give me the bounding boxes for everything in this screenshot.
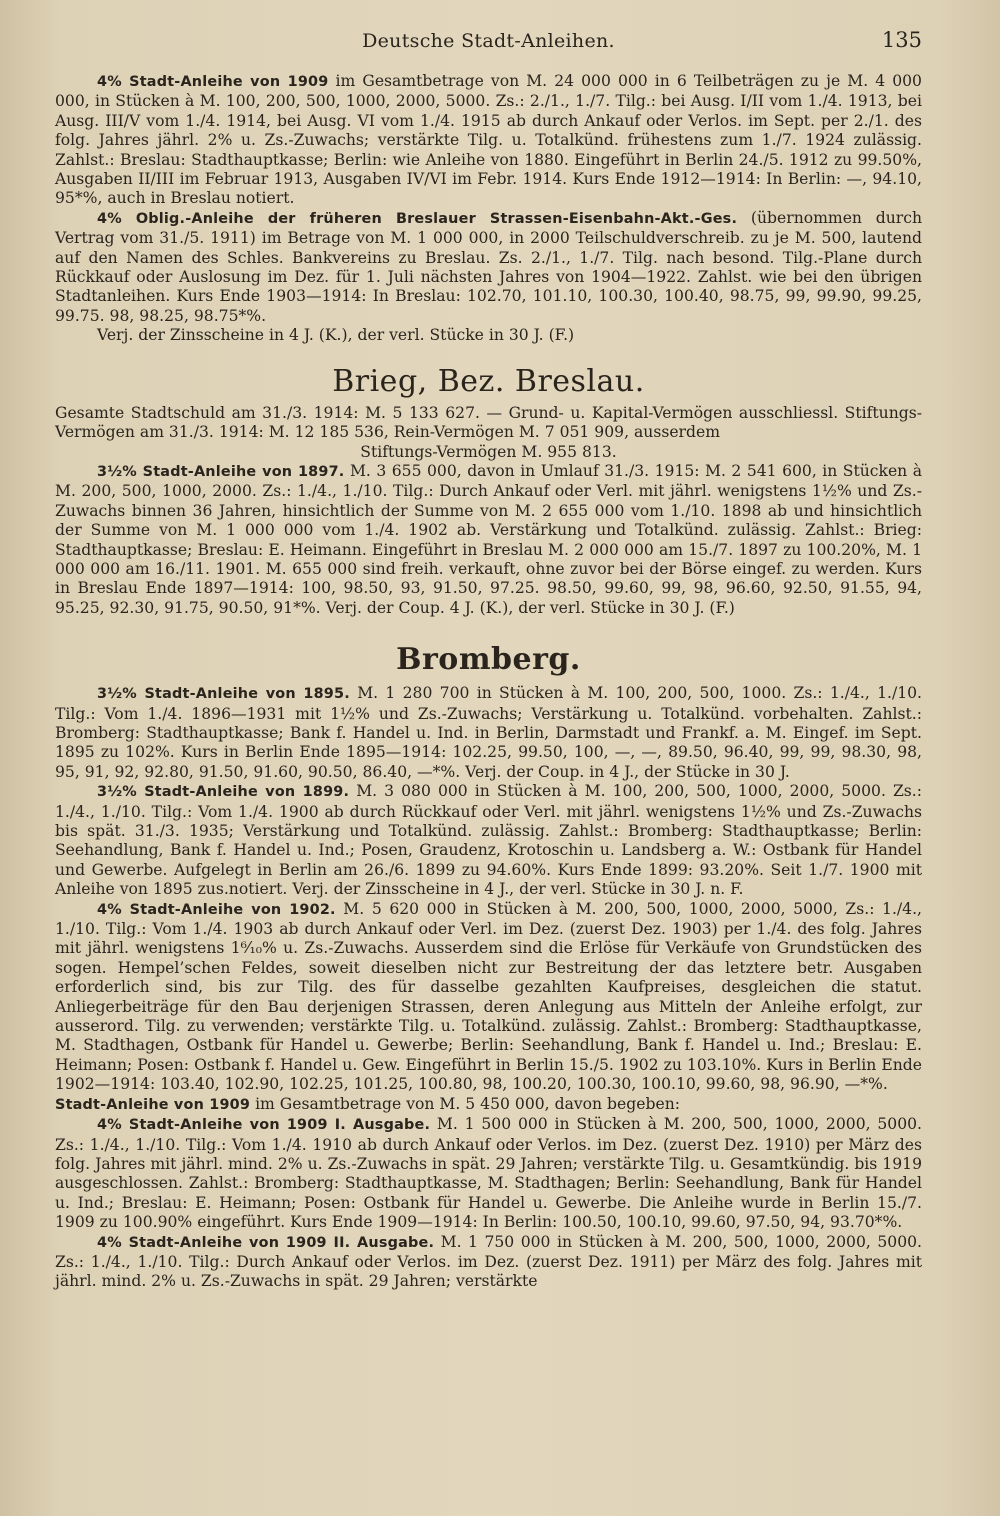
brieg-summary-text: Gesamte Stadtschuld am 31./3. 1914: M. 5 133 627. — Grund- u. Kapital-Vermögen ausschliessl. Stiftungs-Vermögen am 31./3. 1914: M. 12 185 536, Rein-Vermögen M. 7 051 909, ausserdem <box>55 403 922 442</box>
page-number: 135 <box>881 28 922 52</box>
entry-heading: 4% Stadt-Anleihe von 1902. <box>97 901 336 918</box>
entry-bromberg-1909 <box>55 1095 922 1115</box>
entry-text: M. 1 750 000 in Stücken à M. 200, 500, 1000, 2000, 5000. Zs.: 1./4., 1./10. Tilg.: Durch Ankauf oder Verlos. im Dez. (zuerst Dez. 1911) per März des folg. Jahres mit jährl. mind. 2% u. Zs.-Zuwachs in spät. 29 Jahren; verstärkte <box>55 1232 922 1291</box>
page-body <box>55 72 922 1292</box>
entry-heading: 4% Stadt-Anleihe von 1909 II. Ausgabe. <box>97 1234 435 1251</box>
running-head: Deutsche Stadt-Anleihen. <box>362 30 615 52</box>
entry-brieg-1897 <box>55 462 922 618</box>
entry-bromberg-1899 <box>55 782 922 899</box>
brieg-summary-end: Stiftungs-Vermögen M. 955 813. <box>360 442 617 461</box>
entry-bromberg-1902 <box>55 900 922 1095</box>
entry-breslau-1909 <box>55 72 922 209</box>
entry-bromberg-1895 <box>55 684 922 782</box>
entry-breslau-strassenbahn <box>55 209 922 326</box>
entry-heading: 3½% Stadt-Anleihe von 1897. <box>97 463 345 480</box>
entry-text: M. 3 080 000 in Stücken à M. 100, 200, 500, 1000, 2000, 5000. Zs.: 1./4., 1./10. Tilg.: Vom 1./4. 1900 ab durch Rückkauf oder Verl. mit jährl. wenigstens 1½% und Zs.-Zuwachs bis spät. 31./3. 1935; Verstärkung und Totalkünd. zulässig. Zahlst.: Bromberg: Stadthauptkasse; Berlin: Seehandlung, Bank f. Handel u. Ind.; Posen, Graudenz, Krotoschin u. Landsberg a. W.: Ostbank für Handel und Gewerbe. Aufgelegt in Berlin am 26./6. 1899 zu 94.60%. Kurs Ende 1899: 93.20%. Seit 1./7. 1900 mit Anleihe von 1895 zus.notiert. Verj. der Zinsscheine in 4 J., der verl. Stücke in 30 J. n. F. <box>55 782 922 899</box>
entry-text: M. 1 280 700 in Stücken à M. 100, 200, 500, 1000. Zs.: 1./4., 1./10. Tilg.: Vom 1./4. 1896—1931 mit 1½% und Zs.-Zuwachs; Verstärkung u. Totalkünd. vorbehalten. Zahlst.: Bromberg: Stadthauptkasse; Bank f. Handel u. Ind. in Berlin, Darmstadt und Frankf. a. M. Eingef. im Sept. 1895 zu 102%. Kurs in Berlin Ende 1895—1914: 102.25, 99.50, 100, —, —, 89.50, 96.40, 99, 99, 98.30, 98, 95, 91, 92, 92.80, 91.50, 91.60, 90.50, 86.40, —*%. Verj. der Coup. in 4 J., der Stücke in 30 J. <box>55 684 922 781</box>
entry-verj-note: Verj. der Zinsscheine in 4 J. (K.), der verl. Stücke in 30 J. (F.) <box>97 326 575 345</box>
entry-bromberg-1909-1 <box>55 1115 922 1232</box>
city-heading-bromberg: Bromberg. <box>396 642 581 678</box>
entry-text: M. 3 655 000, davon in Umlauf 31./3. 1915: M. 2 541 600, in Stücken à M. 200, 500, 1000, 2000. Zs.: 1./4., 1./10. Tilg.: Durch Ankauf oder Verl. mit jährl. wenigstens 1½% und Zs.-Zuwachs binnen 36 Jahren, hinsichtlich der Summe von M. 2 655 000 vom 1./10. 1898 ab und hinsichtlich der Summe von M. 1 000 000 vom 1./4. 1902 ab. Verstärkung und Totalkünd. zulässig. Zahlst.: Brieg: Stadthauptkasse; Breslau: E. Heimann. Eingeführt in Breslau M. 2 000 000 am 15./7. 1897 zu 100.20%, M. 1 000 000 am 16./11. 1901. M. 655 000 sind freih. verkauft, ohne zuvor bei der Börse eingef. zu werden. Kurs in Breslau Ende 1897—1914: 100, 98.50, 93, 91.50, 97.25. 98.50, 99.60, 99, 98, 96.60, 92.50, 91.55, 94, 95.25, 92.30, 91.75, 90.50, 91*%. Verj. der Coup. 4 J. (K.), der verl. Stücke in 30 J. (F.) <box>55 461 923 617</box>
entry-text: im Gesamtbetrage von M. 24 000 000 in 6 Teilbeträgen zu je M. 4 000 000, in Stücken à M. 100, 200, 500, 1000, 2000, 5000. Zs.: 2./1., 1./7. Tilg.: bei Ausg. I/II vom 1./4. 1913, bei Ausg. III/V vom 1./4. 1914, bei Ausg. VI vom 1./4. 1915 ab durch Ankauf oder Verlos. im Sept. per 2./1. des folg. Jahres jährl. 2% u. Zs.-Zuwachs; verstärkte Tilg. u. Totalkünd. frühestens zum 1./7. 1924 zulässig. Zahlst.: Breslau: Stadthauptkasse; Berlin: wie Anleihe von 1880. Eingeführt in Berlin 24./5. 1912 zu 99.50%, Ausgaben II/III im Februar 1913, Ausgaben IV/VI im Febr. 1914. Kurs Ende 1912—1914: In Berlin: —, 94.10, 95*%, auch in Breslau notiert. <box>55 72 922 208</box>
entry-text: (übernommen durch Vertrag vom 31./5. 1911) im Betrage von M. 1 000 000, in 2000 Teilschuldverschreib. zu je M. 500, lautend auf den Namen des Schles. Bankvereins zu Breslau. Zs. 2./1., 1./7. Tilg. nach besond. Tilg.-Plane durch Rückkauf oder Auslosung im Dez. für 1. Juli nächsten Jahres von 1904—1922. Zahlst. wie bei den übrigen Stadtanleihen. Kurs Ende 1903—1914: In Breslau: 102.70, 101.10, 100.30, 100.40, 98.75, 99, 99.90, 99.25, 99.75. 98, 98.25, 98.75*%. <box>55 208 922 325</box>
brieg-summary <box>55 404 922 462</box>
entry-heading: 4% Stadt-Anleihe von 1909 <box>97 74 329 90</box>
entry-text: M. 5 620 000 in Stücken à M. 200, 500, 1000, 2000, 5000, Zs.: 1./4., 1./10. Tilg.: Vom 1./4. 1903 ab durch Ankauf oder Verl. im Dez. (zuerst Dez. 1903) per 1./4. des folg. Jahres mit jährl. wenigstens 1⁶⁄₁₀% u. Zs.-Zuwachs. Ausserdem sind die Erlöse für Verkäufe von Grundstücken des sogen. Hempel’schen Feldes, soweit dieselben nicht zur Bestreitung der das letztere betr. Ausgaben erforderlich sind, bis zur Tilg. des für dasselbe gezahlten Kaufpreises, desgleichen die statut. Anliegerbeiträge für den Bau derjenigen Strassen, deren Anlegung aus Mitteln der Anleihe erfolgt, zur ausserord. Tilg. zu verwenden; verstärkte Tilg. u. Totalkünd. zulässig. Zahlst.: Bromberg: Stadthauptkasse, M. Stadthagen, Ostbank für Handel u. Gewerbe; Berlin: Seehandlung, Bank f. Handel u. Ind.; Breslau: E. Heimann; Posen: Ostbank f. Handel u. Gew. Eingeführt in Berlin 15./5. 1902 zu 103.10%. Kurs in Berlin Ende 1902—1914: 103.40, 102.90, 102.25, 101.25, 100.80, 98, 100.20, 100.30, 100.10, 99.60, 98, 96.90, —*%. <box>55 899 922 1094</box>
entry-heading: 3½% Stadt-Anleihe von 1895. <box>97 686 350 703</box>
city-heading-brieg: Brieg, Bez. Breslau. <box>332 363 645 399</box>
entry-bromberg-1909-2 <box>55 1233 922 1292</box>
entry-heading: 4% Oblig.-Anleihe der früheren Breslauer Strassen-Eisenbahn-Akt.-Ges. <box>97 210 738 227</box>
entry-heading: Stadt-Anleihe von 1909 <box>55 1096 251 1113</box>
page-header <box>55 28 922 56</box>
entry-heading: 4% Stadt-Anleihe von 1909 I. Ausgabe. <box>97 1117 431 1134</box>
entry-text: im Gesamtbetrage von M. 5 450 000, davon begeben: <box>250 1094 680 1113</box>
entry-text: M. 1 500 000 in Stücken à M. 200, 500, 1000, 2000, 5000. Zs.: 1./4., 1./10. Tilg.: Vom 1./4. 1910 ab durch Ankauf oder Verlos. im Dez. (zuerst Dez. 1910) per März des folg. Jahres mit jährl. mind. 2% u. Zs.-Zuwachs in spät. 29 Jahren; verstärkte Tilg. u. Gesamtkündig. bis 1919 ausgeschlossen. Zahlst.: Bromberg: Stadthauptkasse, M. Stadthagen; Berlin: Seehandlung, Bank für Handel u. Ind.; Breslau: E. Heimann; Posen: Ostbank für Handel u. Gewerbe. Die Anleihe wurde in Berlin 15./7. 1909 zu 100.90% eingeführt. Kurs Ende 1909—1914: In Berlin: 100.50, 100.10, 99.60, 97.50, 94, 93.70*%. <box>55 1115 923 1232</box>
entry-heading: 3½% Stadt-Anleihe von 1899. <box>97 784 350 801</box>
